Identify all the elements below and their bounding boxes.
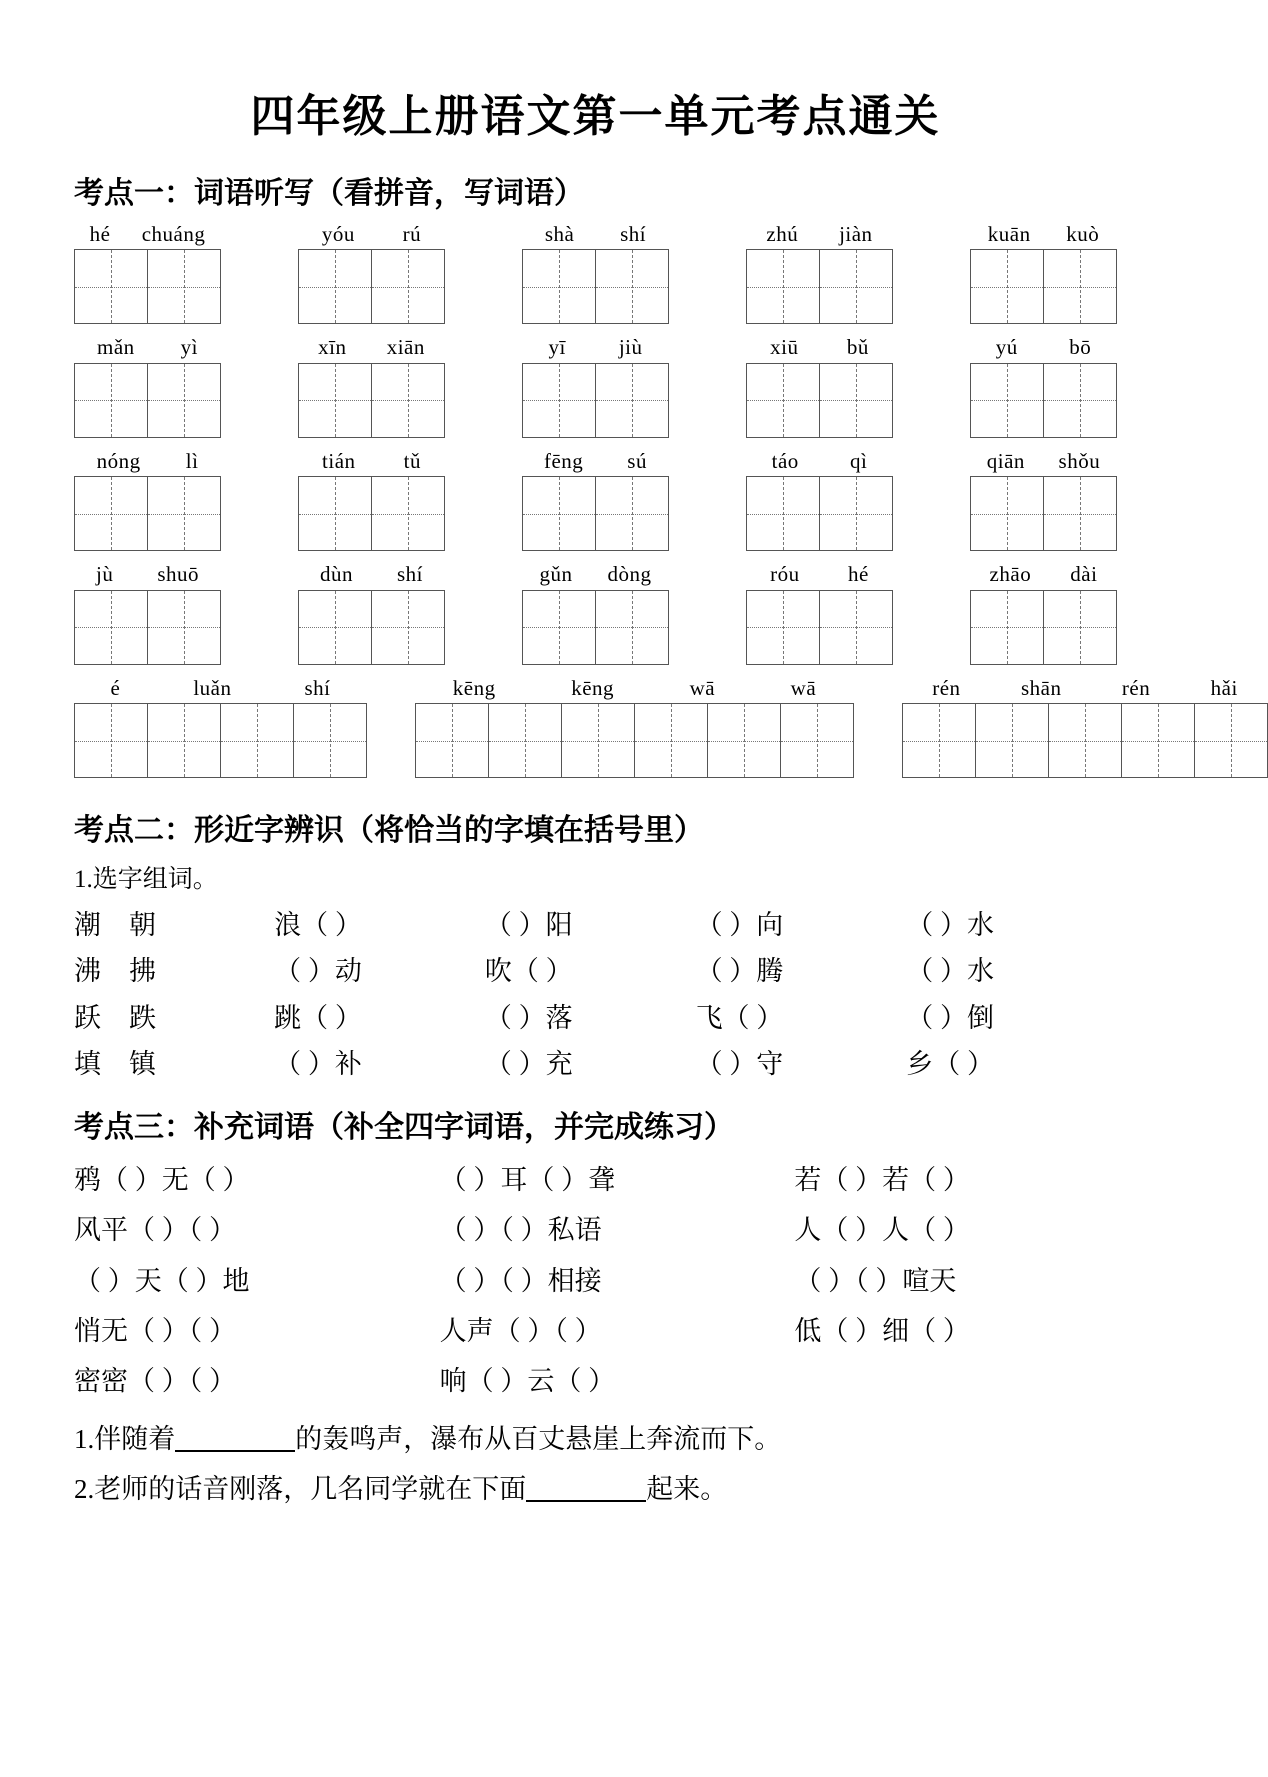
grid-cell[interactable] [596, 364, 669, 437]
pinyin-syllable: wā [790, 675, 817, 700]
pinyin-syllable: gǔn [539, 562, 573, 587]
dictation-item [746, 446, 893, 559]
pinyin-label [970, 446, 1117, 476]
grid-cell[interactable] [372, 250, 445, 323]
writing-grid[interactable] [522, 363, 669, 438]
grid-cell[interactable] [1044, 250, 1117, 323]
writing-grid[interactable] [74, 590, 221, 665]
pinyin-syllable: xiān [386, 335, 425, 360]
pinyin-syllable: xiū [770, 335, 799, 360]
grid-cell[interactable] [562, 704, 635, 777]
dictation-row [74, 332, 1117, 445]
dictation-item [74, 559, 221, 672]
pinyin-syllable: zhāo [989, 562, 1032, 587]
dictation-item [746, 332, 893, 445]
table-row [74, 995, 1117, 1041]
grid-cell[interactable] [596, 250, 669, 323]
writing-grid[interactable] [522, 476, 669, 551]
dictation-row [74, 673, 1238, 786]
grid-cell[interactable] [294, 704, 367, 777]
writing-grid[interactable] [902, 703, 1268, 778]
pinyin-syllable: shí [396, 562, 423, 587]
grid-cell[interactable] [1044, 364, 1117, 437]
pinyin-syllable: jù [95, 562, 114, 587]
writing-grid[interactable] [74, 476, 221, 551]
grid-cell[interactable] [523, 591, 596, 664]
grid-cell[interactable] [820, 364, 893, 437]
grid-cell[interactable] [523, 250, 596, 323]
writing-grid[interactable] [970, 476, 1117, 551]
pinyin-syllable: dài [1070, 562, 1098, 587]
writing-grid[interactable] [522, 590, 669, 665]
pinyin-syllable: nóng [96, 448, 141, 473]
fill-blank-item[interactable]: 飞（ ） [695, 1002, 784, 1033]
dictation-row [74, 446, 1117, 559]
idiom-item[interactable]: 悄无（ ）（ ） [74, 1315, 236, 1346]
answer-blank[interactable] [526, 1500, 646, 1502]
pinyin-syllable: tián [322, 448, 356, 473]
writing-grid[interactable] [970, 590, 1117, 665]
idiom-completion-table [74, 1155, 1117, 1407]
pinyin-syllable: rén [932, 675, 961, 700]
pinyin-label [746, 559, 893, 589]
fill-blank-item[interactable]: （ ）向 [695, 910, 784, 941]
writing-grid[interactable] [74, 363, 221, 438]
dictation-item [298, 219, 445, 332]
idiom-item[interactable]: （ ）天（ ）地 [74, 1265, 250, 1296]
table-row [74, 1041, 1117, 1087]
fill-blank-item[interactable]: （ ）水 [906, 910, 995, 941]
pinyin-syllable: qì [850, 448, 868, 473]
grid-cell[interactable] [221, 704, 294, 777]
grid-cell[interactable] [971, 591, 1044, 664]
writing-grid[interactable] [298, 590, 445, 665]
pinyin-syllable: sú [627, 448, 647, 473]
pinyin-syllable: shuō [157, 562, 199, 587]
grid-cell[interactable] [820, 477, 893, 550]
grid-cell[interactable] [820, 250, 893, 323]
grid-cell[interactable] [1122, 704, 1195, 777]
section2-sub-label: 1.选字组词。 [74, 865, 218, 893]
grid-cell[interactable] [747, 364, 820, 437]
dictation-item [74, 446, 221, 559]
pinyin-syllable: zhú [766, 221, 799, 246]
grid-cell[interactable] [523, 364, 596, 437]
pinyin-syllable: dòng [607, 562, 652, 587]
fill-blank-item[interactable]: 浪（ ） [274, 910, 362, 941]
grid-cell[interactable] [148, 704, 221, 777]
dictation-row [74, 559, 1117, 672]
grid-cell[interactable] [489, 704, 562, 777]
pinyin-label [74, 219, 221, 249]
dictation-item [746, 219, 893, 332]
pinyin-syllable: rén [1121, 675, 1151, 700]
grid-cell[interactable] [148, 364, 221, 437]
idiom-item[interactable]: 低（ ）细（ ） [794, 1315, 970, 1346]
dictation-item [522, 219, 669, 332]
pinyin-syllable: kuò [1066, 221, 1100, 246]
grid-cell[interactable] [416, 704, 489, 777]
grid-cell[interactable] [75, 477, 148, 550]
sentence-prefix: 2.老师的话音刚落，几名同学就在下面 [74, 1474, 527, 1505]
fill-blank-item[interactable]: 乡（ ） [906, 1049, 995, 1080]
grid-cell[interactable] [372, 477, 445, 550]
pinyin-label [522, 559, 669, 589]
sentence-suffix: 起来。 [646, 1474, 728, 1505]
pinyin-label [522, 332, 669, 362]
pinyin-syllable: fēng [543, 448, 584, 473]
dictation-item [74, 673, 367, 786]
grid-cell[interactable] [635, 704, 708, 777]
dictation-row [74, 219, 1117, 332]
writing-grid[interactable] [298, 249, 445, 324]
grid-cell[interactable] [971, 364, 1044, 437]
pinyin-syllable: tǔ [403, 448, 421, 473]
pinyin-label [746, 446, 893, 476]
pinyin-syllable: qiān [986, 448, 1025, 473]
page-title: 四年级上册语文第一单元考点通关 [250, 92, 941, 141]
pinyin-syllable: lì [185, 448, 199, 473]
fill-blank-item[interactable]: （ ）充 [484, 1049, 573, 1080]
pinyin-syllable: jiàn [839, 221, 873, 246]
grid-cell[interactable] [971, 477, 1044, 550]
grid-cell[interactable] [299, 364, 372, 437]
table-row [74, 1155, 1117, 1205]
pinyin-label [902, 673, 1268, 703]
fill-blank-item[interactable]: （ ）动 [274, 956, 362, 987]
fill-blank-item[interactable]: （ ）补 [274, 1049, 362, 1080]
pinyin-syllable: táo [771, 448, 799, 473]
dictation-item [746, 559, 893, 672]
pinyin-label [970, 559, 1117, 589]
dictation-item [298, 559, 445, 672]
dictation-item [522, 332, 669, 445]
writing-grid[interactable] [970, 363, 1117, 438]
fill-blank-item[interactable]: （ ）腾 [695, 956, 784, 987]
pinyin-syllable: shí [620, 221, 647, 246]
dictation-item [298, 446, 445, 559]
dictation-item [74, 219, 221, 332]
fill-blank-item[interactable]: （ ）阳 [484, 910, 573, 941]
pinyin-label [74, 559, 221, 589]
idiom-item[interactable]: 鸦（ ）无（ ） [74, 1164, 250, 1195]
dictation-item [970, 219, 1117, 332]
grid-cell[interactable] [1044, 591, 1117, 664]
table-row [74, 1306, 1117, 1356]
pinyin-label [970, 332, 1117, 362]
section-heading-2: 考点二：形近字辨识（将恰当的字填在括号里） [74, 814, 704, 848]
sentence-suffix: 的轰鸣声，瀑布从百丈悬崖上奔流而下。 [295, 1423, 782, 1454]
fill-blank-item[interactable]: （ ）倒 [906, 1002, 995, 1033]
pinyin-syllable: róu [770, 562, 800, 587]
writing-grid[interactable] [74, 249, 221, 324]
table-row [74, 948, 1117, 994]
writing-grid[interactable] [298, 363, 445, 438]
fill-blank-item[interactable]: （ ）水 [906, 956, 995, 987]
pinyin-syllable: mǎn [97, 335, 135, 360]
grid-cell[interactable] [1044, 477, 1117, 550]
grid-cell[interactable] [75, 591, 148, 664]
table-row [74, 1356, 1117, 1406]
grid-cell[interactable] [596, 477, 669, 550]
pinyin-label [522, 446, 669, 476]
grid-cell[interactable] [372, 364, 445, 437]
grid-cell[interactable] [148, 591, 221, 664]
fill-blank-item[interactable]: （ ）落 [484, 1002, 573, 1033]
grid-cell[interactable] [372, 591, 445, 664]
similar-character-table [74, 902, 1117, 1087]
writing-grid[interactable] [298, 476, 445, 551]
grid-cell[interactable] [1195, 704, 1268, 777]
idiom-item[interactable]: 风平（ ）（ ） [74, 1215, 236, 1246]
pinyin-syllable: shǒu [1058, 448, 1101, 473]
pinyin-label [74, 673, 367, 703]
idiom-item[interactable]: 响（ ）云（ ） [439, 1366, 616, 1397]
pinyin-syllable: wā [689, 675, 716, 700]
pinyin-syllable: yì [180, 335, 198, 360]
character-pair: 沸拂 [74, 956, 184, 987]
pinyin-syllable: dùn [319, 562, 353, 587]
grid-cell[interactable] [747, 477, 820, 550]
dictation-item [74, 332, 221, 445]
grid-cell[interactable] [747, 591, 820, 664]
character-pair: 跃跌 [74, 1002, 184, 1033]
grid-cell[interactable] [299, 250, 372, 323]
grid-cell[interactable] [976, 704, 1049, 777]
dictation-item [522, 446, 669, 559]
pinyin-syllable: luǎn [193, 675, 232, 700]
pinyin-syllable: shān [1020, 675, 1062, 700]
writing-grid[interactable] [74, 703, 367, 778]
pinyin-syllable: xīn [318, 335, 347, 360]
grid-cell[interactable] [299, 477, 372, 550]
idiom-item[interactable]: （ ）（ ）喧天 [794, 1265, 957, 1296]
table-row [74, 1256, 1117, 1306]
pinyin-syllable: kēng [452, 675, 496, 700]
writing-grid[interactable] [415, 703, 854, 778]
pinyin-syllable: kuān [987, 221, 1031, 246]
grid-cell[interactable] [75, 250, 148, 323]
fill-blank-item[interactable]: 跳（ ） [274, 1002, 362, 1033]
pinyin-syllable: bō [1069, 335, 1092, 360]
pinyin-label [298, 332, 445, 362]
grid-cell[interactable] [781, 704, 854, 777]
dictation-item [902, 673, 1268, 786]
worksheet-page [0, 92, 1238, 1508]
pinyin-syllable: kēng [571, 675, 615, 700]
idiom-item[interactable]: （ ）（ ）相接 [439, 1265, 602, 1296]
idiom-item[interactable]: 人（ ）人（ ） [794, 1215, 970, 1246]
idiom-item[interactable]: 人声（ ）（ ） [439, 1315, 602, 1346]
grid-cell[interactable] [523, 477, 596, 550]
pinyin-syllable: hé [89, 221, 111, 246]
dictation-item [970, 332, 1117, 445]
pinyin-syllable: yóu [321, 221, 355, 246]
writing-grid[interactable] [746, 249, 893, 324]
pinyin-syllable: yú [995, 335, 1018, 360]
pinyin-label [298, 446, 445, 476]
dictation-item [298, 332, 445, 445]
writing-grid[interactable] [746, 476, 893, 551]
pinyin-label [746, 219, 893, 249]
dictation-item [970, 446, 1117, 559]
grid-cell[interactable] [299, 591, 372, 664]
pinyin-label [74, 446, 221, 476]
dictation-item [415, 673, 854, 786]
pinyin-syllable: hǎi [1210, 675, 1238, 700]
pinyin-label [970, 219, 1117, 249]
practice-sentence-2 [74, 1471, 1117, 1507]
grid-cell[interactable] [708, 704, 781, 777]
sentence-prefix: 1.伴随着 [74, 1423, 176, 1454]
pinyin-label [415, 673, 854, 703]
pinyin-label [74, 332, 221, 362]
character-pair: 潮朝 [74, 910, 184, 941]
writing-grid[interactable] [522, 249, 669, 324]
grid-cell[interactable] [75, 364, 148, 437]
grid-cell[interactable] [148, 250, 221, 323]
section-heading-3: 考点三：补充词语（补全四字词语，并完成练习） [74, 1111, 734, 1145]
pinyin-syllable: jiù [618, 335, 643, 360]
writing-grid[interactable] [746, 590, 893, 665]
dictation-item [970, 559, 1117, 672]
pinyin-syllable: rú [402, 221, 422, 246]
table-row [74, 1205, 1117, 1255]
idiom-item [794, 1356, 1117, 1406]
answer-blank[interactable] [175, 1450, 295, 1452]
idiom-item[interactable]: 密密（ ）（ ） [74, 1366, 236, 1397]
grid-cell[interactable] [596, 591, 669, 664]
fill-blank-item[interactable]: 吹（ ） [484, 956, 573, 987]
writing-grid[interactable] [970, 249, 1117, 324]
pinyin-syllable: shà [544, 221, 575, 246]
dictation-grid-block [74, 219, 1238, 786]
character-pair: 填镇 [74, 1049, 184, 1080]
grid-cell[interactable] [820, 591, 893, 664]
idiom-item[interactable]: （ ）耳（ ）聋 [439, 1164, 616, 1195]
pinyin-syllable: shí [304, 675, 331, 700]
dictation-item [522, 559, 669, 672]
grid-cell[interactable] [747, 250, 820, 323]
pinyin-syllable: hé [847, 562, 869, 587]
section-heading-1: 考点一：词语听写（看拼音，写词语） [74, 177, 584, 211]
pinyin-label [746, 332, 893, 362]
idiom-item[interactable]: （ ）（ ）私语 [439, 1215, 602, 1246]
pinyin-syllable: é [110, 675, 121, 700]
pinyin-label [298, 219, 445, 249]
pinyin-label [522, 219, 669, 249]
pinyin-label [298, 559, 445, 589]
writing-grid[interactable] [746, 363, 893, 438]
practice-sentence-1 [74, 1421, 1117, 1457]
pinyin-syllable: bǔ [846, 335, 869, 360]
grid-cell[interactable] [1049, 704, 1122, 777]
pinyin-syllable: yī [548, 335, 566, 360]
grid-cell[interactable] [971, 250, 1044, 323]
grid-cell[interactable] [75, 704, 148, 777]
grid-cell[interactable] [903, 704, 976, 777]
idiom-item[interactable]: 若（ ）若（ ） [794, 1164, 970, 1195]
grid-cell[interactable] [148, 477, 221, 550]
fill-blank-item[interactable]: （ ）守 [695, 1049, 784, 1080]
pinyin-syllable: chuáng [141, 221, 206, 246]
table-row [74, 902, 1117, 948]
